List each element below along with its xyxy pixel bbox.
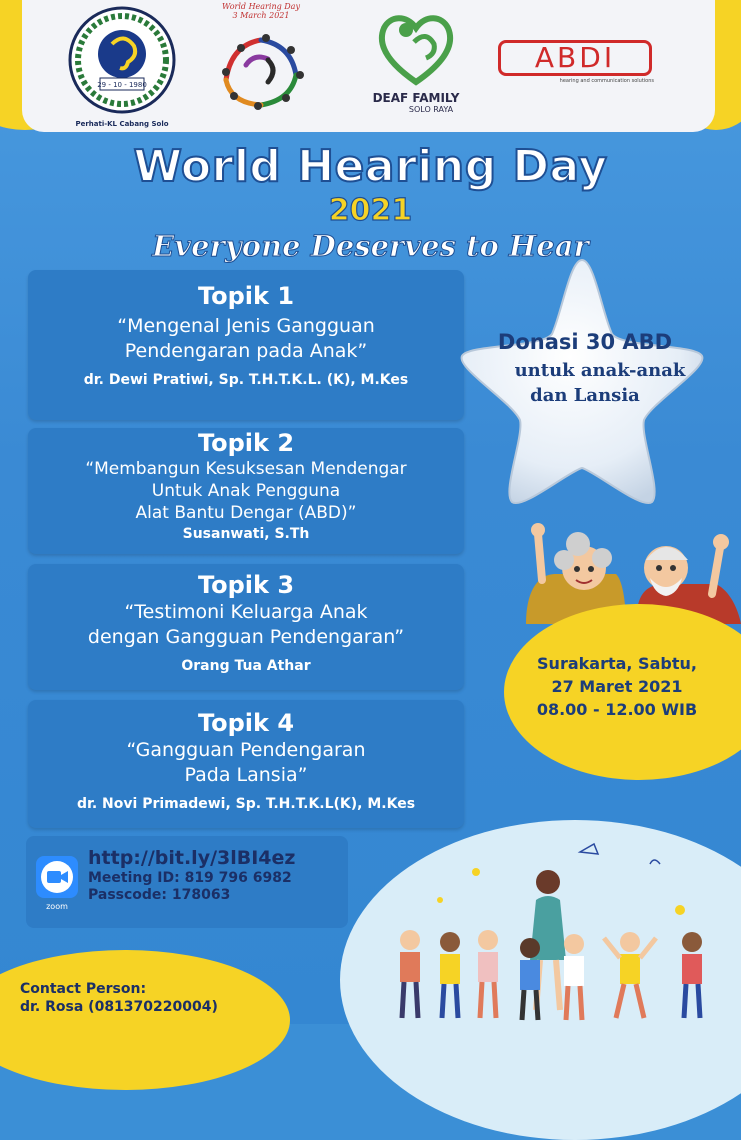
- title-block: [0, 140, 741, 264]
- perhati-caption: Perhati-KL Cabang Solo: [75, 120, 169, 128]
- zoom-icon[interactable]: [36, 856, 78, 911]
- whd-logo-line2: 3 March 2021: [232, 11, 290, 20]
- zoom-passcode: Passcode: 178063: [88, 887, 231, 903]
- event-title: World Hearing Day: [133, 141, 608, 192]
- donation-line1: Donasi 30 ABD: [497, 330, 673, 354]
- topic-title: Topik 2: [197, 429, 295, 457]
- zoom-link[interactable]: http://bit.ly/3lBI4ez: [88, 847, 296, 869]
- abdi-wordmark: ABDI: [498, 40, 652, 76]
- deaf-family-logo: [356, 8, 476, 126]
- contact-label: Contact Person:: [20, 981, 147, 997]
- abdi-logo: [498, 40, 654, 94]
- topic-desc-line: Untuk Anak Pengguna: [151, 481, 341, 501]
- heart-ear-icon: [374, 8, 458, 88]
- zoom-details: [88, 846, 295, 904]
- perhati-seal-icon: [64, 4, 180, 116]
- deaf-family-name: DEAF FAMILY: [372, 91, 460, 105]
- people-circle-icon: [196, 20, 326, 120]
- donation-line2: untuk anak-anak: [514, 360, 686, 381]
- topic-desc-line: “Testimoni Keluarga Anak: [124, 601, 368, 623]
- schedule-line1: Surakarta, Sabtu,: [537, 654, 697, 673]
- topic-speaker: dr. Novi Primadewi, Sp. T.H.T.K.L(K), M.Kes: [76, 796, 416, 812]
- topic-speaker: Susanwati, S.Th: [182, 526, 310, 542]
- zoom-meeting-id: Meeting ID: 819 796 6982: [88, 870, 292, 886]
- topic-title: Topik 1: [197, 282, 295, 310]
- topic-desc-line: Alat Bantu Dengar (ABD)”: [135, 503, 357, 523]
- perhati-logo: [64, 4, 180, 128]
- topic-desc-line: “Mengenal Jenis Gangguan: [117, 315, 375, 337]
- topic-speaker: dr. Dewi Pratiwi, Sp. T.H.T.K.L. (K), M.Kes: [83, 372, 409, 388]
- schedule-line2: 27 Maret 2021: [551, 677, 683, 696]
- zoom-camera-icon: [36, 856, 78, 898]
- abdi-tagline: hearing and communication solutions: [559, 78, 654, 84]
- donation-line3: dan Lansia: [530, 385, 640, 406]
- topic-desc-line: Pada Lansia”: [184, 764, 308, 786]
- topic-title: Topik 3: [197, 571, 295, 599]
- topic-desc-line: “Gangguan Pendengaran: [126, 739, 366, 761]
- topic-title: Topik 4: [197, 709, 295, 737]
- schedule-line3: 08.00 - 12.00 WIB: [536, 700, 698, 719]
- svg-text:29 - 10 - 1980: 29 - 10 - 1980: [97, 81, 147, 89]
- event-year: 2021: [328, 193, 413, 228]
- topic-speaker: Orang Tua Athar: [181, 658, 311, 674]
- event-tagline: Everyone Deserves to Hear: [152, 229, 589, 263]
- children-illustration: [380, 830, 741, 1024]
- contact-value: dr. Rosa (081370220004): [20, 999, 218, 1015]
- topic-card-4: [28, 700, 464, 828]
- deaf-family-sub: SOLO RAYA: [408, 105, 454, 114]
- topic-card-2: [28, 428, 464, 554]
- contact-person: [20, 980, 218, 1016]
- donation-text: [470, 330, 700, 406]
- schedule-info: [510, 652, 724, 721]
- zoom-icon-label: zoom: [46, 902, 68, 911]
- world-hearing-day-logo: [196, 2, 326, 126]
- topic-desc-line: dengan Gangguan Pendengaran”: [87, 626, 405, 648]
- topic-desc-line: Pendengaran pada Anak”: [124, 340, 368, 362]
- whd-logo-line1: World Hearing Day: [222, 2, 300, 11]
- topic-card-1: [28, 270, 464, 420]
- topic-desc-line: “Membangun Kesuksesan Mendengar: [85, 459, 407, 479]
- topic-card-3: [28, 564, 464, 690]
